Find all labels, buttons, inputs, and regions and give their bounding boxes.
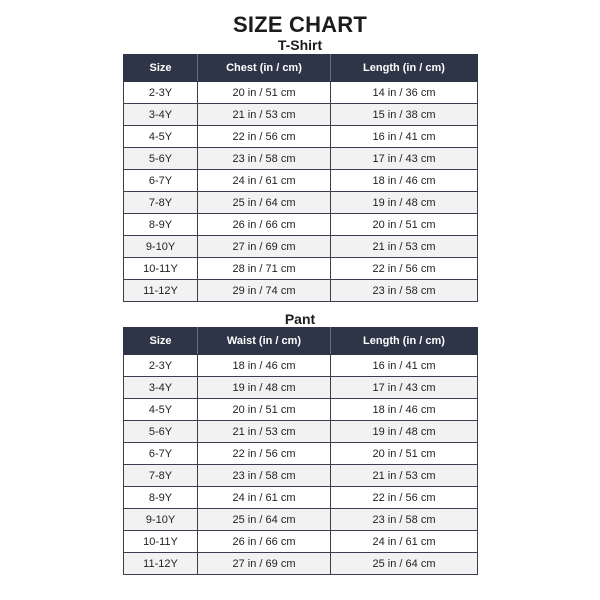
size-cell: 10-11Y [124, 258, 198, 280]
length-cell: 21 in / 53 cm [331, 465, 478, 487]
size-column-header: Size [124, 55, 198, 82]
length-cell: 23 in / 58 cm [331, 509, 478, 531]
size-cell: 4-5Y [124, 126, 198, 148]
length-column-header: Length (in / cm) [331, 55, 478, 82]
size-column-header: Size [124, 328, 198, 355]
waist-cell: 23 in / 58 cm [198, 465, 331, 487]
table-row [124, 280, 478, 302]
waist-cell: 27 in / 69 cm [198, 553, 331, 575]
size-cell: 8-9Y [124, 487, 198, 509]
waist-cell: 21 in / 53 cm [198, 421, 331, 443]
length-cell: 18 in / 46 cm [331, 170, 478, 192]
page-title: SIZE CHART [233, 12, 367, 37]
chest-cell: 28 in / 71 cm [198, 258, 331, 280]
size-cell: 9-10Y [124, 509, 198, 531]
waist-cell: 20 in / 51 cm [198, 399, 331, 421]
length-cell: 20 in / 51 cm [331, 443, 478, 465]
size-cell: 11-12Y [124, 280, 198, 302]
table-row [124, 399, 478, 421]
length-cell: 21 in / 53 cm [331, 236, 478, 258]
size-cell: 11-12Y [124, 553, 198, 575]
size-cell: 10-11Y [124, 531, 198, 553]
length-cell: 19 in / 48 cm [331, 421, 478, 443]
waist-cell: 26 in / 66 cm [198, 531, 331, 553]
size-cell: 7-8Y [124, 192, 198, 214]
chest-cell: 23 in / 58 cm [198, 148, 331, 170]
size-cell: 6-7Y [124, 170, 198, 192]
length-cell: 15 in / 38 cm [331, 104, 478, 126]
table-row [124, 509, 478, 531]
chest-cell: 20 in / 51 cm [198, 82, 331, 104]
length-cell: 23 in / 58 cm [331, 280, 478, 302]
table-row [124, 126, 478, 148]
table-header-row [124, 328, 478, 355]
size-cell: 2-3Y [124, 355, 198, 377]
table-row [124, 531, 478, 553]
table-row [124, 104, 478, 126]
size-cell: 3-4Y [124, 377, 198, 399]
table-row [124, 192, 478, 214]
length-cell: 14 in / 36 cm [331, 82, 478, 104]
table-row [124, 487, 478, 509]
table-row [124, 170, 478, 192]
table-row [124, 465, 478, 487]
table-row [124, 443, 478, 465]
table-row [124, 148, 478, 170]
table-row [124, 553, 478, 575]
size-cell: 2-3Y [124, 82, 198, 104]
table-row [124, 377, 478, 399]
length-cell: 17 in / 43 cm [331, 148, 478, 170]
length-cell: 22 in / 56 cm [331, 258, 478, 280]
waist-cell: 25 in / 64 cm [198, 509, 331, 531]
table-row [124, 258, 478, 280]
length-column-header: Length (in / cm) [331, 328, 478, 355]
waist-cell: 24 in / 61 cm [198, 487, 331, 509]
table-header-row [124, 55, 478, 82]
size-cell: 5-6Y [124, 421, 198, 443]
length-cell: 16 in / 41 cm [331, 126, 478, 148]
length-cell: 24 in / 61 cm [331, 531, 478, 553]
size-cell: 9-10Y [124, 236, 198, 258]
tshirt-section-title: T-Shirt [277, 37, 323, 53]
size-cell: 3-4Y [124, 104, 198, 126]
length-cell: 19 in / 48 cm [331, 192, 478, 214]
chest-cell: 29 in / 74 cm [198, 280, 331, 302]
length-cell: 22 in / 56 cm [331, 487, 478, 509]
table-row [124, 214, 478, 236]
chest-cell: 24 in / 61 cm [198, 170, 331, 192]
chest-cell: 25 in / 64 cm [198, 192, 331, 214]
waist-cell: 22 in / 56 cm [198, 443, 331, 465]
length-cell: 20 in / 51 cm [331, 214, 478, 236]
chest-column-header: Chest (in / cm) [198, 55, 331, 82]
length-cell: 17 in / 43 cm [331, 377, 478, 399]
waist-cell: 18 in / 46 cm [198, 355, 331, 377]
waist-cell: 19 in / 48 cm [198, 377, 331, 399]
table-row [124, 82, 478, 104]
table-row [124, 421, 478, 443]
chest-cell: 22 in / 56 cm [198, 126, 331, 148]
size-cell: 6-7Y [124, 443, 198, 465]
length-cell: 16 in / 41 cm [331, 355, 478, 377]
size-cell: 4-5Y [124, 399, 198, 421]
chest-cell: 26 in / 66 cm [198, 214, 331, 236]
chest-cell: 21 in / 53 cm [198, 104, 331, 126]
size-cell: 7-8Y [124, 465, 198, 487]
length-cell: 18 in / 46 cm [331, 399, 478, 421]
length-cell: 25 in / 64 cm [331, 553, 478, 575]
chest-cell: 27 in / 69 cm [198, 236, 331, 258]
tshirt-size-table [123, 54, 478, 302]
table-row [124, 355, 478, 377]
waist-column-header: Waist (in / cm) [198, 328, 331, 355]
table-row [124, 236, 478, 258]
pant-size-table [123, 327, 478, 575]
size-cell: 5-6Y [124, 148, 198, 170]
pant-section-title: Pant [284, 311, 316, 327]
size-cell: 8-9Y [124, 214, 198, 236]
